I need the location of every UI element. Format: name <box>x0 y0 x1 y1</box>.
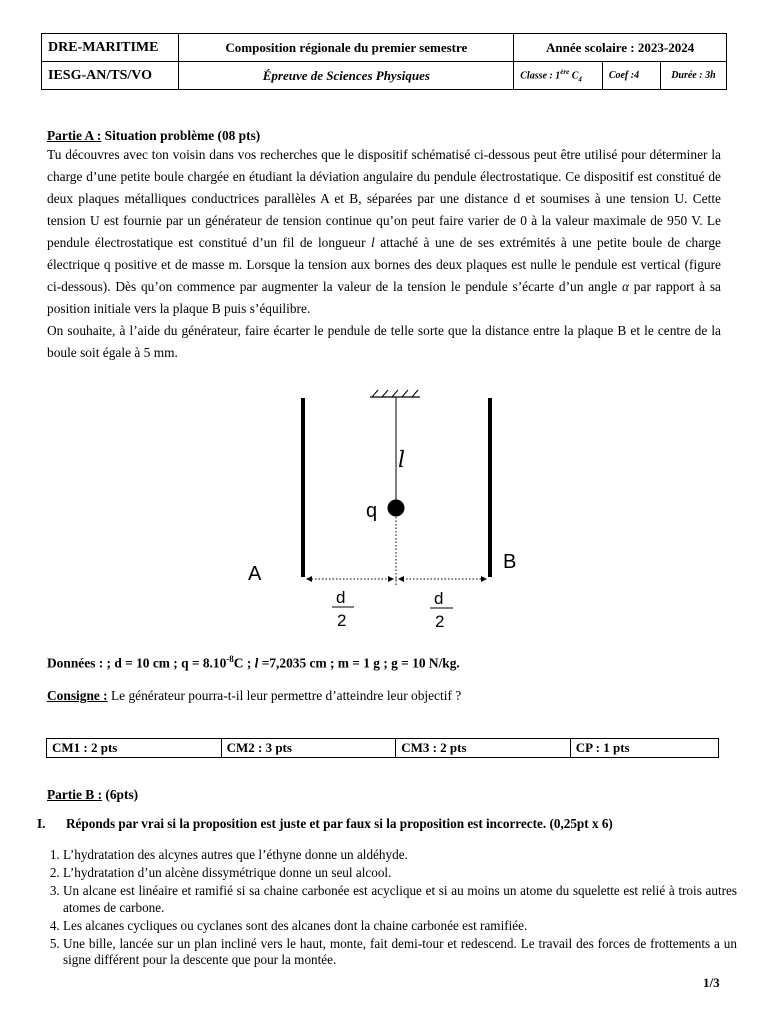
list-item: 3. Un alcane est linéaire et ramifié si sa chaine carbonée est acyclique et si au moins un atome du squelette est relié à trois autres atomes de carbone. <box>63 883 737 916</box>
fraction-left-numerator: d <box>336 588 346 607</box>
list-item: 5. Une bille, lancée sur un plan incliné vers le haut, monte, fait demi-tour et redescend. Le travail des forces de frottements a un signe différent pour la descente que pour la montée. <box>63 936 737 969</box>
criteria-cm3: CM3 : 2 pts <box>396 739 571 758</box>
arrow-right-mid <box>388 576 394 582</box>
partie-a-paragraph-1: Tu découvres avec ton voisin dans vos recherches que le dispositif schématisé ci-dessous peut être utilisé pour déterminer la charge d’une petite boule chargée en étudiant la déviation angulaire du pendule électrostatique. Ce dispositif est constitué de deux plaques métalliques conductrices parallèles A et B, séparées par une distance d et soumises à une tension U. Cette tension U est fournie par un générateur de tension continue qu’on peut faire varier de 0 à la valeur maximale de 950 V. Le pendule électrostatique est constitué d’un fil de longueur l attaché à une de ses extrémités à une petite boule de charge électrique q positive et de masse m. Lorsque la tension aux bornes des deux plaques est nulle le pendule est vertical (figure ci-dessous). Dès qu’on commence par augmenter la valeur de la tension le pendule s’écarte d’un angle α par rapport à sa position initiale vers la plaque B puis s’équilibre. <box>47 147 721 316</box>
arrow-left-a <box>306 576 312 582</box>
header-iesg: IESG-AN/TS/VO <box>42 62 179 90</box>
list-item: 2. L’hydratation d’un alcène dissymétrique donne un seul alcool. <box>63 865 737 882</box>
list-item: 4. Les alcanes cycliques ou cyclanes sont des alcanes dont la chaine carbonée est ramifiée. <box>63 918 737 935</box>
statements-list <box>47 847 737 970</box>
header-classe: Classe : 1ère $C_4$ <box>514 62 603 90</box>
label-b: B <box>503 551 517 573</box>
page-number: 1/3 <box>703 975 720 990</box>
label-a: A <box>248 563 262 585</box>
fraction-left-denominator: 2 <box>337 611 347 630</box>
header-dre: DRE-MARITIME <box>42 34 179 62</box>
list-item: 1. L’hydratation des alcynes autres que l’éthyne donne un aldéhyde. <box>63 847 737 864</box>
fraction-right-denominator: 2 <box>435 612 445 631</box>
criteria-cp: CP : 1 pts <box>570 739 718 758</box>
header-composition: Composition régionale du premier semestre <box>179 34 514 62</box>
criteria-cm2: CM2 : 3 pts <box>221 739 396 758</box>
ceiling-hatch <box>372 390 418 397</box>
question-1 <box>37 816 613 832</box>
donnees-line: Données : ; d = 10 cm ; $q = 8.10^{-8}C$ ; l =7,2035 cm ; m = 1 g ; g = 10 N/kg. <box>47 654 460 671</box>
header-epreuve: Épreuve de Sciences Physiques <box>179 62 514 90</box>
label-l: l <box>398 448 406 473</box>
charged-ball <box>388 500 405 517</box>
partie-a-title: Partie A : Situation problème (08 pts) <box>47 128 261 143</box>
header-coef: Coef :4 <box>602 62 660 90</box>
header-table <box>41 33 727 90</box>
partie-a-paragraph-2: On souhaite, à l’aide du générateur, faire écarter le pendule de telle sorte que la distance entre la plaque B et le centre de la boule soit égale à 5 mm. <box>47 323 721 360</box>
criteria-table <box>46 738 719 758</box>
arrow-right-b <box>481 576 487 582</box>
consigne-line: Consigne : Le générateur pourra-t-il leur permettre d’atteindre leur objectif ? <box>47 688 462 703</box>
criteria-cm1: CM1 : 2 pts <box>47 739 222 758</box>
question-1-number: I. <box>37 816 46 831</box>
partie-b-title: Partie B : (6pts) <box>47 787 139 802</box>
partie-a-text <box>47 128 721 364</box>
header-duree: Durée : 3h <box>660 62 726 90</box>
arrow-left-mid <box>398 576 404 582</box>
fraction-right-numerator: d <box>434 589 444 608</box>
label-q: q <box>366 500 378 522</box>
pendulum-figure <box>230 385 550 635</box>
header-annee: Année scolaire : 2023-2024 <box>514 34 727 62</box>
question-1-text: Réponds par vrai si la proposition est juste et par faux si la proposition est incorrecte. (0,25pt x 6) <box>66 816 613 831</box>
